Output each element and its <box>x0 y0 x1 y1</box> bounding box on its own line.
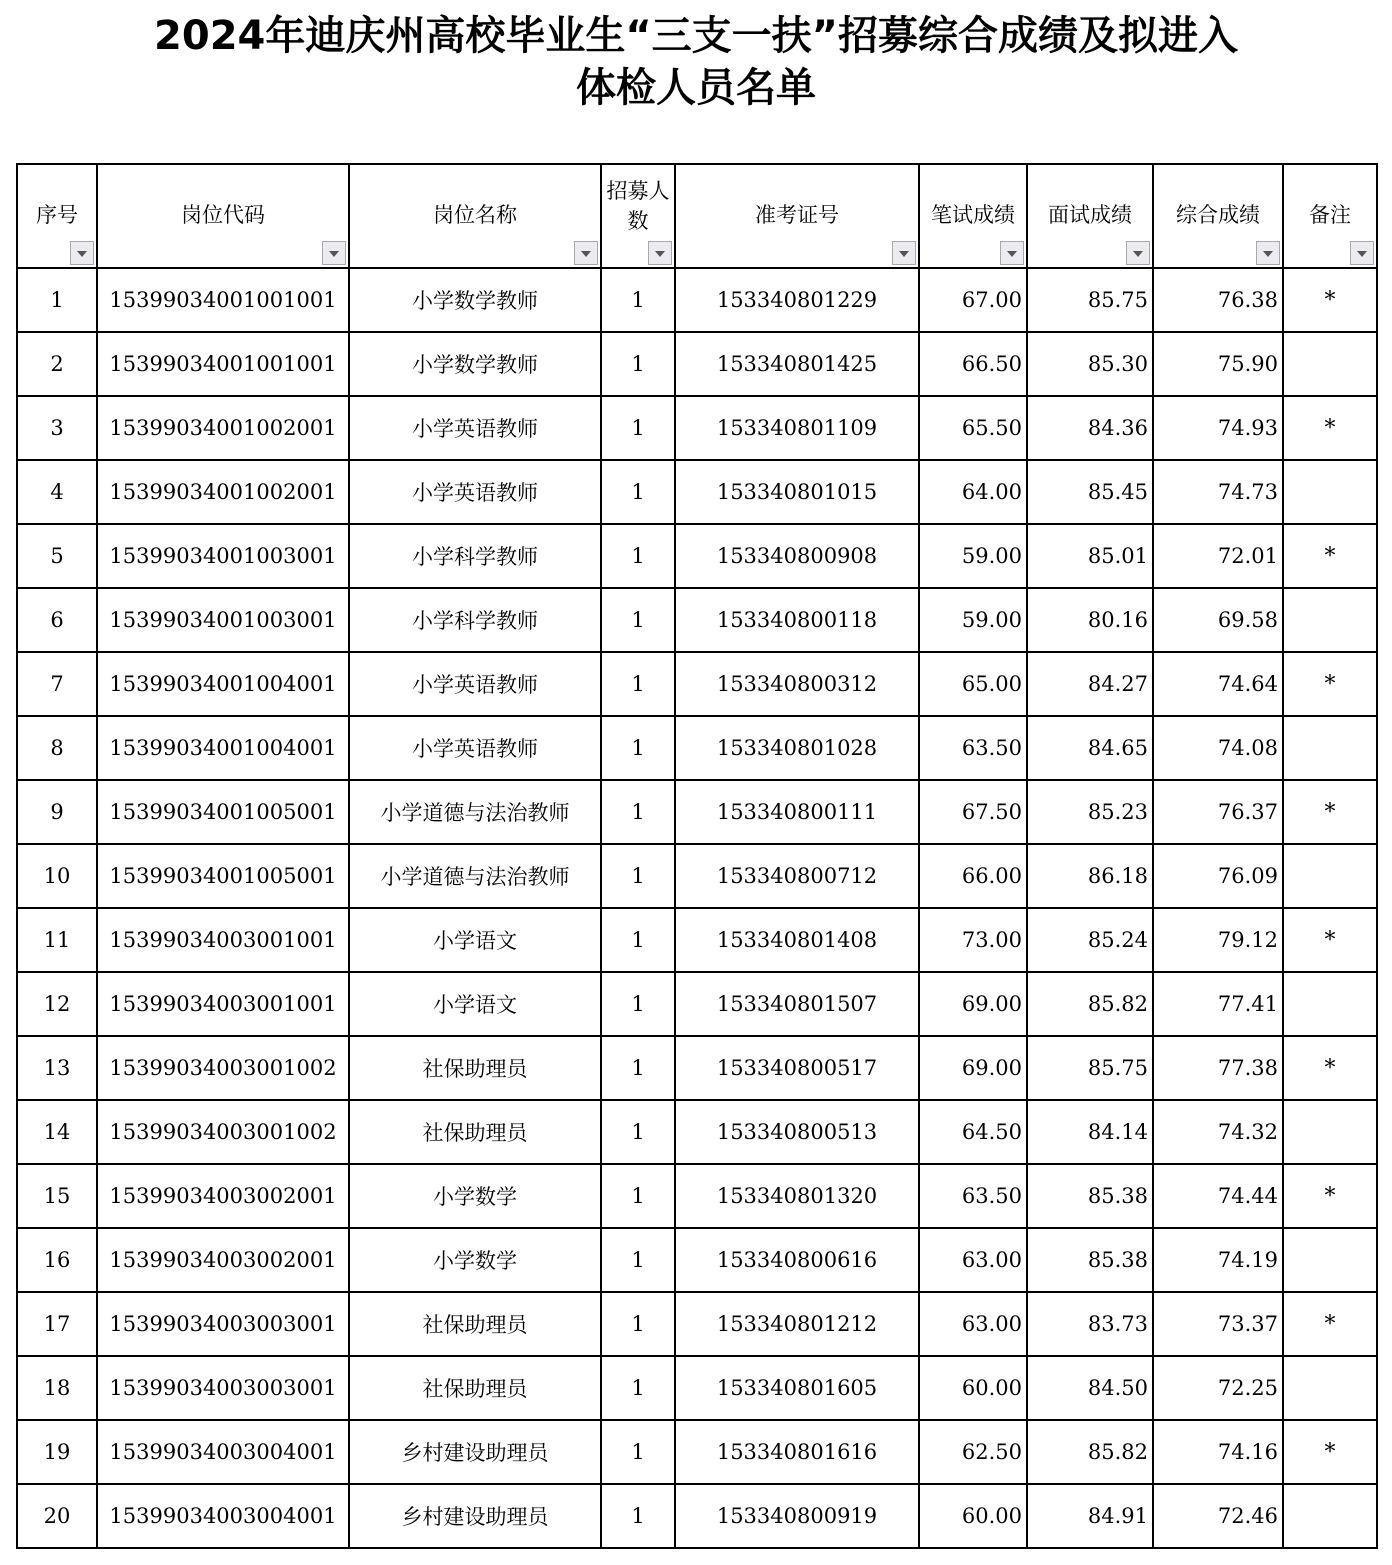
cell-note: * <box>1283 780 1377 844</box>
cell-position-name: 小学道德与法治教师 <box>349 780 601 844</box>
cell-note <box>1283 1484 1377 1548</box>
cell-note <box>1283 1100 1377 1164</box>
table-row <box>17 396 1377 460</box>
cell-written-score: 60.00 <box>919 1356 1027 1420</box>
table-body <box>17 268 1377 1548</box>
cell-seq: 1 <box>17 268 97 332</box>
cell-exam-id: 153340801605 <box>675 1356 919 1420</box>
table-row <box>17 1036 1377 1100</box>
header-label: 岗位代码 <box>181 203 265 227</box>
table-row <box>17 716 1377 780</box>
cell-position-name: 小学科学教师 <box>349 524 601 588</box>
header-exam-id <box>675 164 919 268</box>
header-label: 序号 <box>36 203 78 227</box>
cell-note <box>1283 332 1377 396</box>
cell-seq: 11 <box>17 908 97 972</box>
cell-exam-id: 153340800111 <box>675 780 919 844</box>
cell-position-code: 15399034003001001 <box>97 908 349 972</box>
cell-exam-id: 153340801408 <box>675 908 919 972</box>
cell-written-score: 73.00 <box>919 908 1027 972</box>
cell-total-score: 76.37 <box>1153 780 1283 844</box>
cell-written-score: 65.00 <box>919 652 1027 716</box>
cell-quota: 1 <box>601 1164 675 1228</box>
cell-position-name: 小学英语教师 <box>349 652 601 716</box>
cell-note: * <box>1283 1420 1377 1484</box>
cell-total-score: 72.01 <box>1153 524 1283 588</box>
cell-total-score: 75.90 <box>1153 332 1283 396</box>
cell-exam-id: 153340801015 <box>675 460 919 524</box>
cell-total-score: 74.44 <box>1153 1164 1283 1228</box>
document-title <box>0 10 1392 114</box>
cell-written-score: 59.00 <box>919 524 1027 588</box>
filter-dropdown-icon[interactable] <box>322 241 346 265</box>
cell-written-score: 66.00 <box>919 844 1027 908</box>
cell-position-name: 小学数学 <box>349 1164 601 1228</box>
cell-quota: 1 <box>601 1356 675 1420</box>
cell-position-code: 15399034001005001 <box>97 780 349 844</box>
cell-seq: 9 <box>17 780 97 844</box>
cell-total-score: 77.38 <box>1153 1036 1283 1100</box>
cell-position-code: 15399034003003001 <box>97 1356 349 1420</box>
cell-interview-score: 84.65 <box>1027 716 1153 780</box>
cell-position-name: 小学英语教师 <box>349 396 601 460</box>
cell-written-score: 67.50 <box>919 780 1027 844</box>
cell-total-score: 74.93 <box>1153 396 1283 460</box>
header-seq <box>17 164 97 268</box>
cell-exam-id: 153340801212 <box>675 1292 919 1356</box>
table-row <box>17 1228 1377 1292</box>
cell-written-score: 63.50 <box>919 716 1027 780</box>
cell-interview-score: 84.27 <box>1027 652 1153 716</box>
cell-seq: 10 <box>17 844 97 908</box>
cell-interview-score: 84.14 <box>1027 1100 1153 1164</box>
cell-exam-id: 153340801507 <box>675 972 919 1036</box>
cell-interview-score: 85.82 <box>1027 972 1153 1036</box>
cell-seq: 17 <box>17 1292 97 1356</box>
cell-position-name: 社保助理员 <box>349 1036 601 1100</box>
filter-dropdown-icon[interactable] <box>648 241 672 265</box>
cell-note: * <box>1283 908 1377 972</box>
cell-note: * <box>1283 1164 1377 1228</box>
cell-written-score: 64.50 <box>919 1100 1027 1164</box>
cell-interview-score: 85.38 <box>1027 1228 1153 1292</box>
cell-total-score: 76.09 <box>1153 844 1283 908</box>
cell-seq: 14 <box>17 1100 97 1164</box>
cell-quota: 1 <box>601 1484 675 1548</box>
cell-quota: 1 <box>601 1420 675 1484</box>
cell-position-code: 15399034003003001 <box>97 1292 349 1356</box>
cell-written-score: 63.00 <box>919 1228 1027 1292</box>
cell-exam-id: 153340801229 <box>675 268 919 332</box>
cell-exam-id: 153340800118 <box>675 588 919 652</box>
header-written-score <box>919 164 1027 268</box>
table-row <box>17 652 1377 716</box>
header-interview-score <box>1027 164 1153 268</box>
cell-quota: 1 <box>601 396 675 460</box>
cell-written-score: 59.00 <box>919 588 1027 652</box>
cell-total-score: 73.37 <box>1153 1292 1283 1356</box>
header-quota <box>601 164 675 268</box>
table-row <box>17 972 1377 1036</box>
cell-interview-score: 80.16 <box>1027 588 1153 652</box>
cell-exam-id: 153340800712 <box>675 844 919 908</box>
cell-note <box>1283 588 1377 652</box>
cell-total-score: 74.08 <box>1153 716 1283 780</box>
filter-dropdown-icon[interactable] <box>70 241 94 265</box>
cell-position-name: 小学英语教师 <box>349 460 601 524</box>
cell-total-score: 72.25 <box>1153 1356 1283 1420</box>
cell-written-score: 63.50 <box>919 1164 1027 1228</box>
header-label: 招募人数 <box>606 179 670 233</box>
cell-quota: 1 <box>601 524 675 588</box>
cell-seq: 13 <box>17 1036 97 1100</box>
cell-note <box>1283 1228 1377 1292</box>
table-row <box>17 1356 1377 1420</box>
cell-position-code: 15399034001003001 <box>97 524 349 588</box>
header-total-score <box>1153 164 1283 268</box>
cell-written-score: 63.00 <box>919 1292 1027 1356</box>
cell-written-score: 69.00 <box>919 972 1027 1036</box>
cell-position-name: 小学科学教师 <box>349 588 601 652</box>
table-row <box>17 1292 1377 1356</box>
cell-interview-score: 84.91 <box>1027 1484 1153 1548</box>
cell-seq: 15 <box>17 1164 97 1228</box>
cell-interview-score: 85.38 <box>1027 1164 1153 1228</box>
cell-seq: 18 <box>17 1356 97 1420</box>
filter-dropdown-icon[interactable] <box>1350 241 1374 265</box>
cell-total-score: 74.73 <box>1153 460 1283 524</box>
cell-note <box>1283 844 1377 908</box>
header-position-name <box>349 164 601 268</box>
cell-quota: 1 <box>601 1100 675 1164</box>
filter-dropdown-icon[interactable] <box>574 241 598 265</box>
cell-interview-score: 85.75 <box>1027 268 1153 332</box>
table-row <box>17 908 1377 972</box>
cell-interview-score: 86.18 <box>1027 844 1153 908</box>
filter-dropdown-icon[interactable] <box>1000 241 1024 265</box>
cell-position-name: 小学数学教师 <box>349 332 601 396</box>
cell-interview-score: 85.01 <box>1027 524 1153 588</box>
cell-exam-id: 153340800908 <box>675 524 919 588</box>
cell-position-code: 15399034003001002 <box>97 1036 349 1100</box>
cell-position-code: 15399034001004001 <box>97 716 349 780</box>
cell-quota: 1 <box>601 780 675 844</box>
cell-total-score: 77.41 <box>1153 972 1283 1036</box>
cell-note <box>1283 716 1377 780</box>
cell-position-code: 15399034001005001 <box>97 844 349 908</box>
cell-seq: 20 <box>17 1484 97 1548</box>
cell-position-code: 15399034001001001 <box>97 332 349 396</box>
cell-seq: 4 <box>17 460 97 524</box>
cell-total-score: 74.32 <box>1153 1100 1283 1164</box>
cell-exam-id: 153340801028 <box>675 716 919 780</box>
cell-position-code: 15399034001003001 <box>97 588 349 652</box>
cell-seq: 16 <box>17 1228 97 1292</box>
cell-note: * <box>1283 268 1377 332</box>
title-line-1: 2024年迪庆州高校毕业生“三支一扶”招募综合成绩及拟进入 <box>154 13 1238 59</box>
cell-interview-score: 85.30 <box>1027 332 1153 396</box>
cell-quota: 1 <box>601 652 675 716</box>
table-row <box>17 1100 1377 1164</box>
table-row <box>17 780 1377 844</box>
cell-position-name: 小学语文 <box>349 908 601 972</box>
cell-position-name: 乡村建设助理员 <box>349 1420 601 1484</box>
table-row <box>17 1164 1377 1228</box>
table-row <box>17 524 1377 588</box>
cell-written-score: 69.00 <box>919 1036 1027 1100</box>
cell-position-code: 15399034003002001 <box>97 1228 349 1292</box>
cell-total-score: 74.16 <box>1153 1420 1283 1484</box>
cell-note <box>1283 460 1377 524</box>
cell-seq: 3 <box>17 396 97 460</box>
header-note <box>1283 164 1377 268</box>
cell-note: * <box>1283 652 1377 716</box>
cell-quota: 1 <box>601 460 675 524</box>
table-row <box>17 1420 1377 1484</box>
cell-interview-score: 85.23 <box>1027 780 1153 844</box>
cell-position-code: 15399034001002001 <box>97 396 349 460</box>
table-row <box>17 332 1377 396</box>
cell-position-name: 社保助理员 <box>349 1100 601 1164</box>
header-position-code <box>97 164 349 268</box>
cell-exam-id: 153340800513 <box>675 1100 919 1164</box>
cell-written-score: 65.50 <box>919 396 1027 460</box>
cell-position-code: 15399034003004001 <box>97 1420 349 1484</box>
header-label: 笔试成绩 <box>931 203 1015 227</box>
table-row <box>17 460 1377 524</box>
cell-exam-id: 153340800616 <box>675 1228 919 1292</box>
cell-exam-id: 153340801425 <box>675 332 919 396</box>
table-row <box>17 844 1377 908</box>
cell-total-score: 69.58 <box>1153 588 1283 652</box>
cell-interview-score: 84.36 <box>1027 396 1153 460</box>
cell-interview-score: 85.82 <box>1027 1420 1153 1484</box>
cell-position-name: 小学英语教师 <box>349 716 601 780</box>
cell-quota: 1 <box>601 1228 675 1292</box>
cell-seq: 6 <box>17 588 97 652</box>
cell-quota: 1 <box>601 716 675 780</box>
cell-seq: 19 <box>17 1420 97 1484</box>
cell-written-score: 64.00 <box>919 460 1027 524</box>
cell-position-code: 15399034001002001 <box>97 460 349 524</box>
filter-dropdown-icon[interactable] <box>1256 241 1280 265</box>
cell-interview-score: 85.45 <box>1027 460 1153 524</box>
cell-note: * <box>1283 1292 1377 1356</box>
cell-quota: 1 <box>601 844 675 908</box>
cell-note: * <box>1283 396 1377 460</box>
cell-position-name: 社保助理员 <box>349 1292 601 1356</box>
cell-note: * <box>1283 524 1377 588</box>
cell-position-name: 社保助理员 <box>349 1356 601 1420</box>
cell-position-name: 小学语文 <box>349 972 601 1036</box>
table-row <box>17 588 1377 652</box>
cell-quota: 1 <box>601 588 675 652</box>
cell-seq: 12 <box>17 972 97 1036</box>
cell-position-code: 15399034003004001 <box>97 1484 349 1548</box>
cell-position-code: 15399034003002001 <box>97 1164 349 1228</box>
cell-total-score: 79.12 <box>1153 908 1283 972</box>
header-label: 备注 <box>1309 203 1351 227</box>
cell-exam-id: 153340800919 <box>675 1484 919 1548</box>
cell-quota: 1 <box>601 972 675 1036</box>
cell-position-code: 15399034003001002 <box>97 1100 349 1164</box>
cell-note <box>1283 972 1377 1036</box>
cell-quota: 1 <box>601 908 675 972</box>
cell-position-code: 15399034003001001 <box>97 972 349 1036</box>
cell-exam-id: 153340800312 <box>675 652 919 716</box>
cell-interview-score: 85.24 <box>1027 908 1153 972</box>
table-row <box>17 1484 1377 1548</box>
filter-dropdown-icon[interactable] <box>1126 241 1150 265</box>
header-label: 准考证号 <box>755 203 839 227</box>
cell-written-score: 62.50 <box>919 1420 1027 1484</box>
cell-position-name: 小学数学教师 <box>349 268 601 332</box>
filter-dropdown-icon[interactable] <box>892 241 916 265</box>
cell-quota: 1 <box>601 1292 675 1356</box>
cell-note <box>1283 1356 1377 1420</box>
table-row <box>17 268 1377 332</box>
cell-seq: 7 <box>17 652 97 716</box>
cell-interview-score: 83.73 <box>1027 1292 1153 1356</box>
cell-seq: 5 <box>17 524 97 588</box>
cell-position-name: 乡村建设助理员 <box>349 1484 601 1548</box>
cell-total-score: 72.46 <box>1153 1484 1283 1548</box>
cell-quota: 1 <box>601 332 675 396</box>
cell-note: * <box>1283 1036 1377 1100</box>
cell-written-score: 67.00 <box>919 268 1027 332</box>
cell-exam-id: 153340801616 <box>675 1420 919 1484</box>
cell-exam-id: 153340801109 <box>675 396 919 460</box>
cell-total-score: 74.64 <box>1153 652 1283 716</box>
cell-quota: 1 <box>601 268 675 332</box>
cell-position-code: 15399034001004001 <box>97 652 349 716</box>
title-line-2: 体检人员名单 <box>576 65 816 111</box>
header-label: 综合成绩 <box>1176 203 1260 227</box>
cell-exam-id: 153340800517 <box>675 1036 919 1100</box>
results-table <box>16 163 1378 1549</box>
cell-interview-score: 85.75 <box>1027 1036 1153 1100</box>
cell-exam-id: 153340801320 <box>675 1164 919 1228</box>
cell-position-name: 小学数学 <box>349 1228 601 1292</box>
header-label: 岗位名称 <box>433 203 517 227</box>
header-label: 面试成绩 <box>1048 203 1132 227</box>
cell-position-code: 15399034001001001 <box>97 268 349 332</box>
cell-written-score: 60.00 <box>919 1484 1027 1548</box>
cell-position-name: 小学道德与法治教师 <box>349 844 601 908</box>
cell-written-score: 66.50 <box>919 332 1027 396</box>
cell-total-score: 74.19 <box>1153 1228 1283 1292</box>
cell-quota: 1 <box>601 1036 675 1100</box>
header-row <box>17 164 1377 268</box>
cell-interview-score: 84.50 <box>1027 1356 1153 1420</box>
cell-total-score: 76.38 <box>1153 268 1283 332</box>
cell-seq: 8 <box>17 716 97 780</box>
cell-seq: 2 <box>17 332 97 396</box>
